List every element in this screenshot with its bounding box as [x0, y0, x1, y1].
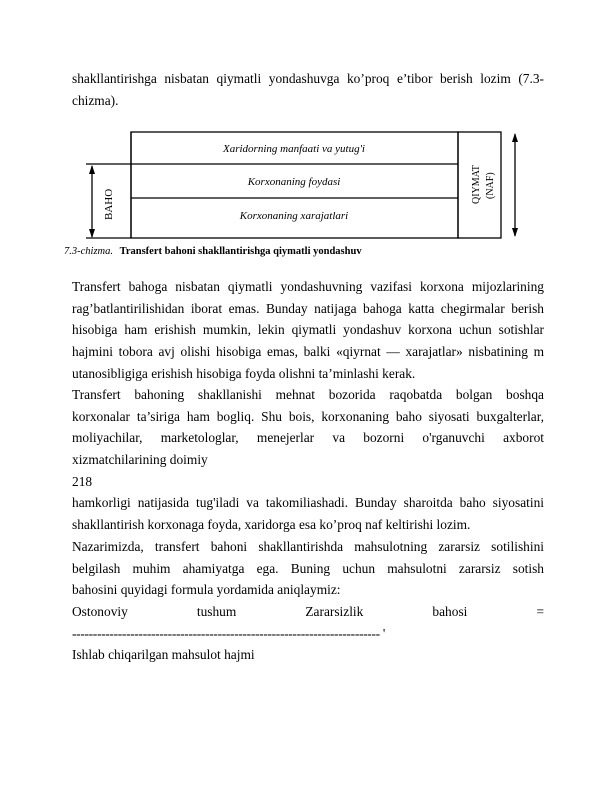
- diagram-row-costs: Korxonaning xarajatlari: [239, 210, 349, 222]
- naf-label: (NAF): [485, 172, 496, 199]
- text-line: korxonalar ta’siriga ham bogliq. Shu bois, korxonaning baho siyosati buxgalterlar,: [72, 408, 544, 424]
- text-line: hisobiga ham erishish mumkin, lekin qiymatli yondashuv korxona uchun sotishlar: [72, 322, 544, 338]
- text-line: hajmini tobora avj olishi hisobiga emas, balki «qiyrnat — xarajatlar» nisbatining m: [72, 344, 544, 360]
- text-line: Nazarimizda, transfert bahoni shakllantirishda mahsulotning zararsiz sotilishini: [72, 539, 544, 554]
- text-line: utanosibligiga erishish hisobiga foyda olishni ta’minlashi kerak.: [72, 365, 416, 381]
- paragraph-market: [72, 384, 544, 536]
- text-line: shakllantirish korxonaga foyda, xaridorga esa ko’proq naf keltirishi lozim.: [72, 517, 471, 533]
- paragraph-intro: [72, 68, 544, 111]
- formula-denominator: Ishlab chiqarilgan mahsulot hajmi: [72, 647, 255, 663]
- text-line: Transfert bahoning shakllanishi mehnat bozorida raqobatda bolgan boshqa: [72, 387, 544, 402]
- formula: [72, 601, 544, 666]
- diagram-row-profit: Korxonaning foydasi: [247, 176, 341, 188]
- text-line: moliyachilar, marketologlar, menejerlar va bozorni o'rganuvchi axborot: [72, 430, 544, 446]
- baho-label: BAHO: [103, 188, 115, 220]
- text-line: shakllantirishga nisbatan qiymatli yondashuvga ko’proq e’tibor berish lozim (7.3-: [72, 71, 544, 86]
- page-number: 218: [72, 473, 93, 489]
- text-line: bahosini quyidagi formula yordamida aniqlaymiz:: [72, 582, 341, 598]
- text-line: Transfert bahoga nisbatan qiymatli yondashuvning vazifasi korxona mijozlarining: [72, 279, 544, 294]
- formula-numerator: Ostonoviy tushum Zararsizlik bahosi =: [72, 604, 544, 619]
- formula-divider: -------------------------------------------------------------------------- ': [72, 625, 385, 641]
- caption-text: Transfert bahoni shakllantirishga qiymatli yondashuv: [119, 246, 362, 257]
- qiymat-label: QIYMAT: [471, 165, 482, 204]
- paragraph-value-approach: [72, 276, 544, 384]
- text-line: hamkorligi natijasida tug'iladi va takomiliashadi. Bunday sharoitda baho siyosatini: [72, 495, 544, 511]
- diagram-row-benefit: Xaridorning manfaati va yutug'i: [223, 143, 365, 155]
- figure-caption: [64, 246, 362, 257]
- text-line: rag’batlantirilishidan iborat emas. Bunday natijaga bahoga katta chegirmalar berish: [72, 300, 544, 316]
- text-line: xizmatchilarining doimiy: [72, 452, 208, 468]
- caption-number: 7.3-chizma.: [64, 246, 113, 257]
- paragraph-breakeven: [72, 536, 544, 601]
- value-based-pricing-diagram: [64, 127, 524, 257]
- text-line: chizma).: [72, 92, 119, 108]
- text-line: belgilash muhim ahamiyatga ega. Buning uchun mahsulotni zararsiz sotish: [72, 560, 544, 576]
